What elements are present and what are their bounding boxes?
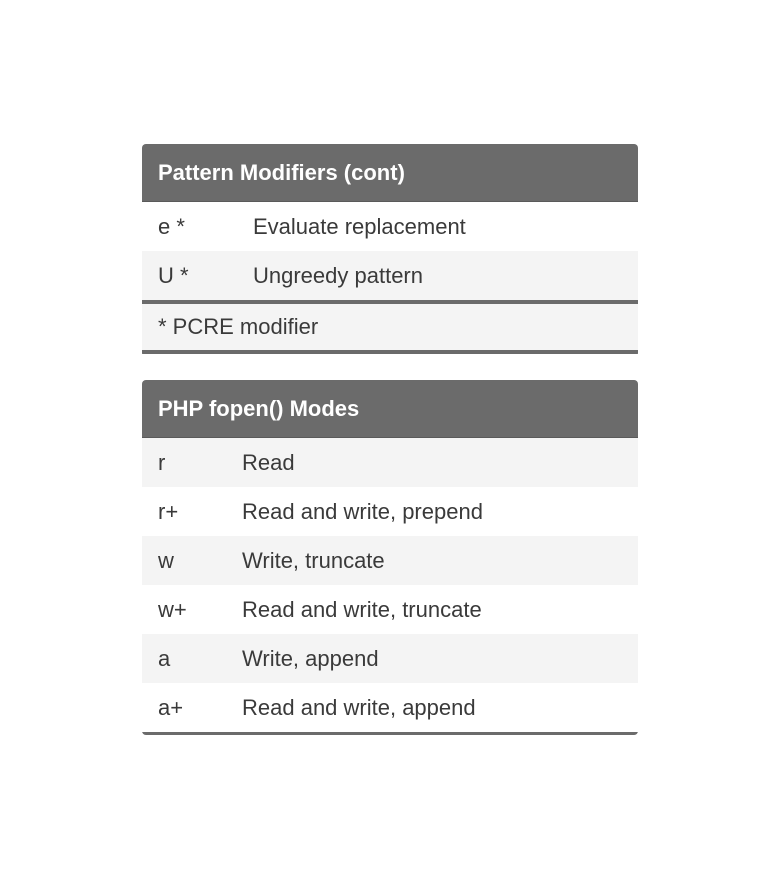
fopen-modes-table [142, 438, 638, 735]
table-row [142, 251, 638, 300]
pcre-footnote: * PCRE modifier [142, 304, 638, 354]
pattern-modifiers-table [142, 202, 638, 304]
table-row [142, 634, 638, 683]
table-row [142, 487, 638, 536]
fopen-modes-title: PHP fopen() Modes [142, 380, 638, 438]
mode-description: Read [242, 449, 295, 475]
table-row [142, 585, 638, 634]
mode-description: Read and write, prepend [242, 498, 483, 524]
table-row [142, 438, 638, 487]
mode-key: r [158, 449, 166, 475]
mode-key: r+ [158, 498, 179, 524]
table-row [142, 536, 638, 585]
table-row [142, 202, 638, 251]
mode-description: Write, append [242, 645, 379, 671]
mode-description: Read and write, append [242, 694, 476, 720]
modifier-key: e * [158, 213, 185, 239]
mode-key: w [158, 547, 174, 573]
modifier-description: Evaluate replacement [253, 213, 466, 239]
mode-description: Write, truncate [242, 547, 385, 573]
pattern-modifiers-title: Pattern Modifiers (cont) [142, 144, 638, 202]
pattern-modifiers-card [142, 144, 638, 357]
mode-key: a [158, 645, 171, 671]
modifier-key: U * [158, 262, 189, 288]
table-row [142, 683, 638, 732]
mode-key: a+ [158, 694, 184, 720]
mode-key: w+ [158, 596, 187, 622]
fopen-modes-card [142, 380, 638, 735]
mode-description: Read and write, truncate [242, 596, 482, 622]
modifier-description: Ungreedy pattern [253, 262, 423, 288]
